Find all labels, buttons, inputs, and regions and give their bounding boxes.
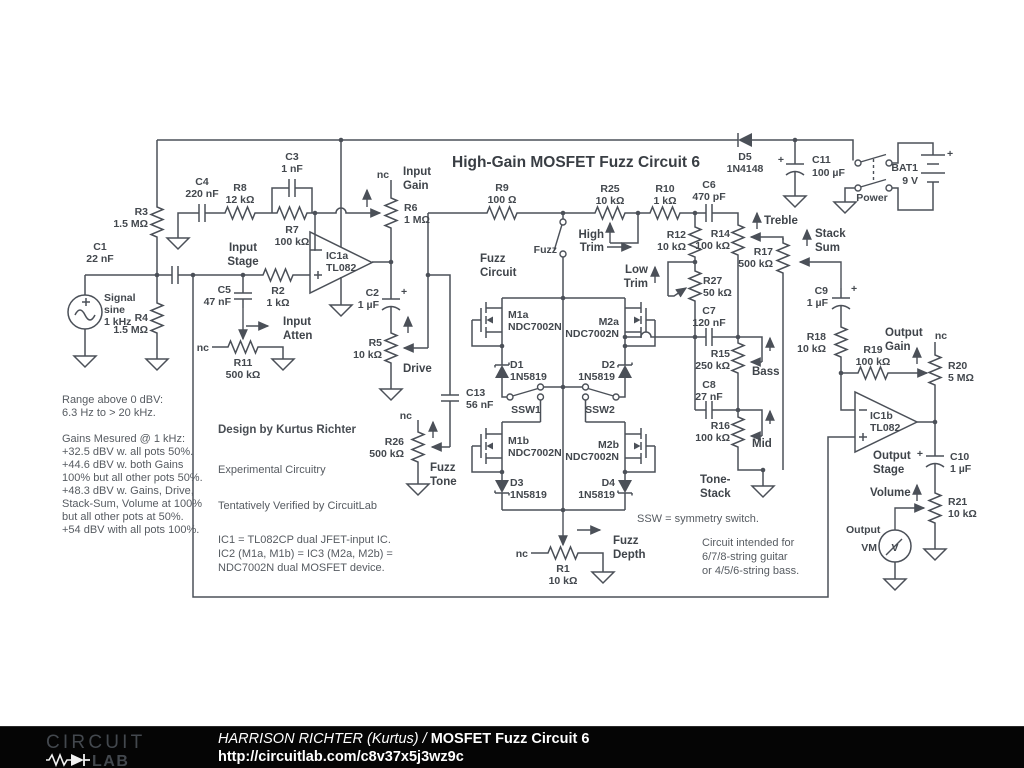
svg-text:1 MΩ: 1 MΩ	[404, 214, 430, 226]
svg-text:nc: nc	[376, 169, 390, 181]
svg-text:D3: D3	[510, 477, 524, 489]
resistor-r7[interactable]	[272, 207, 312, 248]
svg-text:1 µF: 1 µF	[950, 463, 972, 475]
svg-text:1N5819: 1N5819	[578, 489, 615, 501]
svg-text:VM: VM	[861, 542, 877, 554]
r14-wiper	[751, 237, 783, 240]
footer-url: http://circuitlab.com/c8v37x5j3wz9c	[218, 749, 464, 765]
circuitlab-logo	[44, 730, 184, 768]
footer-circuit-title: MOSFET Fuzz Circuit 6	[430, 731, 590, 747]
stack-sum-label: Stack	[815, 228, 846, 240]
svg-text:R15: R15	[710, 348, 730, 360]
ssw-note: SSW = symmetry switch.	[637, 513, 759, 525]
svg-text:1 kΩ: 1 kΩ	[653, 195, 677, 207]
potentiometer-r5[interactable]	[353, 328, 397, 368]
svg-text:D5: D5	[738, 151, 752, 163]
r21-wiper	[895, 508, 924, 530]
svg-text:Tone: Tone	[430, 476, 457, 488]
svg-text:nc: nc	[399, 410, 412, 422]
svg-text:9 V: 9 V	[902, 175, 918, 187]
svg-text:R25: R25	[600, 183, 620, 195]
bass-label: Bass	[752, 366, 780, 378]
footer-title-line: HARRISON RICHTER (Kurtus) / MOSFET Fuzz Circuit 6	[218, 731, 590, 747]
svg-text:22 nF: 22 nF	[86, 253, 114, 265]
r27-wiper	[668, 288, 686, 296]
capacitor-c2[interactable]	[358, 286, 407, 317]
opamp-ic1b[interactable]	[855, 392, 917, 452]
svg-text:1 kΩ: 1 kΩ	[266, 297, 290, 309]
resistor-r10[interactable]	[645, 183, 685, 219]
svg-text:R27: R27	[703, 275, 723, 287]
svg-text:100 kΩ: 100 kΩ	[695, 432, 730, 444]
svg-text:Sum: Sum	[815, 242, 840, 254]
output-stage-label: Output	[873, 450, 911, 462]
output-gain-label: Output	[885, 327, 923, 339]
svg-text:12 kΩ: 12 kΩ	[225, 194, 255, 206]
svg-text:R12: R12	[666, 229, 686, 241]
volume-label: Volume	[870, 487, 911, 499]
svg-text:Trim: Trim	[623, 278, 648, 290]
ground-icon	[146, 353, 168, 370]
svg-text:Gains Mesured @ 1 kHz:: Gains Mesured @ 1 kHz:	[62, 433, 186, 445]
svg-text:Stack-Sum, Volume at 100%: Stack-Sum, Volume at 100%	[62, 498, 203, 510]
ground-icon	[752, 480, 774, 497]
svg-text:500 kΩ: 500 kΩ	[369, 448, 404, 460]
capacitor-c11[interactable]	[778, 154, 846, 182]
resistor-r9[interactable]	[482, 182, 522, 219]
svg-text:500 kΩ: 500 kΩ	[738, 258, 773, 270]
design-credit: Design by Kurtus Richter	[218, 424, 357, 436]
svg-text:NDC7002N dual MOSFET device.: NDC7002N dual MOSFET device.	[218, 562, 385, 574]
footer-text	[218, 730, 589, 766]
svg-text:TL082: TL082	[326, 262, 357, 274]
svg-text:+: +	[916, 448, 923, 460]
potentiometer-r1[interactable]	[516, 547, 583, 587]
capacitor-c4[interactable]	[185, 176, 219, 222]
svg-text:D1: D1	[510, 359, 524, 371]
battery-bat1[interactable]	[891, 148, 953, 187]
svg-text:R5: R5	[368, 337, 382, 349]
potentiometer-r16[interactable]	[695, 412, 744, 452]
svg-text:C10: C10	[950, 451, 970, 463]
svg-text:1N4148: 1N4148	[726, 163, 764, 175]
capacitor-c13[interactable]	[441, 386, 494, 411]
mosfet-m1b[interactable]	[472, 428, 562, 472]
svg-text:+44.6 dBV w. both Gains: +44.6 dBV w. both Gains	[62, 459, 184, 471]
potentiometer-r25[interactable]	[590, 183, 630, 219]
svg-text:+54 dBV with all pots 100%.: +54 dBV with all pots 100%.	[62, 524, 200, 536]
ground-icon	[924, 543, 946, 560]
input-atten-label: Input	[283, 316, 312, 328]
svg-text:R4: R4	[134, 312, 148, 324]
svg-text:R21: R21	[948, 496, 968, 508]
low-trim-label: Low	[625, 264, 648, 276]
treble-label: Treble	[764, 215, 798, 227]
svg-text:R16: R16	[710, 420, 730, 432]
svg-text:nc: nc	[934, 330, 948, 342]
svg-text:Output: Output	[846, 524, 881, 536]
ground-icon	[834, 196, 856, 213]
svg-text:10 kΩ: 10 kΩ	[657, 241, 686, 253]
svg-text:100 kΩ: 100 kΩ	[695, 240, 730, 252]
svg-text:R8: R8	[233, 182, 247, 194]
potentiometer-r20[interactable]	[929, 330, 974, 390]
svg-text:Tentatively Verified by Circui: Tentatively Verified by CircuitLab	[218, 500, 377, 512]
resistor-r8[interactable]	[220, 182, 260, 219]
svg-text:C11: C11	[812, 154, 831, 166]
tone-stack-label: Tone-	[700, 474, 731, 486]
input-stage-label: Input	[228, 242, 258, 254]
potentiometer-r17[interactable]	[738, 238, 789, 278]
svg-text:Power: Power	[856, 192, 888, 204]
svg-text:NDC7002N: NDC7002N	[565, 451, 619, 463]
svg-text:10 kΩ: 10 kΩ	[948, 508, 977, 520]
svg-text:nc: nc	[515, 548, 528, 560]
schematic-title: High-Gain MOSFET Fuzz Circuit 6	[452, 154, 700, 171]
svg-text:220 nF: 220 nF	[185, 188, 219, 200]
svg-text:1N5819: 1N5819	[510, 371, 547, 383]
potentiometer-r6[interactable]	[377, 169, 430, 233]
diode-d1[interactable]	[495, 358, 547, 384]
svg-text:R17: R17	[753, 246, 773, 258]
potentiometer-r27[interactable]	[689, 266, 732, 306]
svg-text:IC1 = TL082CP dual JFET-input: IC1 = TL082CP dual JFET-input IC.	[218, 534, 391, 546]
svg-text:TL082: TL082	[870, 422, 901, 434]
capacitor-c5[interactable]	[204, 284, 252, 308]
svg-text:Depth: Depth	[613, 549, 646, 561]
switch-ssw2[interactable]	[583, 384, 620, 416]
svg-text:Gain: Gain	[885, 341, 911, 353]
ground-icon	[784, 190, 806, 207]
power-switch[interactable]	[855, 155, 892, 205]
switch-ssw1[interactable]	[507, 384, 544, 416]
svg-text:C2: C2	[365, 287, 379, 299]
svg-text:R18: R18	[806, 331, 826, 343]
notes-left	[62, 394, 203, 536]
svg-text:+: +	[401, 286, 408, 298]
potentiometer-r11[interactable]	[197, 341, 263, 381]
svg-text:NDC7002N: NDC7002N	[508, 321, 562, 333]
svg-text:SSW2: SSW2	[585, 404, 615, 416]
svg-text:C3: C3	[285, 151, 299, 163]
svg-text:M1a: M1a	[508, 309, 529, 321]
svg-text:NDC7002N: NDC7002N	[508, 447, 562, 459]
svg-text:+32.5 dBV w. all pots 50%.: +32.5 dBV w. all pots 50%.	[62, 446, 194, 458]
fuzz-tone-label: Fuzz	[430, 462, 456, 474]
svg-text:R1: R1	[556, 563, 570, 575]
fuzz-circuit-label: Fuzz	[480, 253, 506, 265]
fuzz-depth-label: Fuzz	[613, 535, 639, 547]
voltmeter-vm[interactable]	[846, 524, 911, 562]
ground-icon	[330, 299, 352, 316]
svg-text:IC1b: IC1b	[870, 410, 893, 422]
svg-text:500 kΩ: 500 kΩ	[225, 369, 261, 381]
ground-icon	[592, 566, 614, 583]
capacitor-c1[interactable]	[86, 241, 187, 284]
svg-text:R11: R11	[233, 357, 253, 369]
svg-text:sine: sine	[104, 304, 126, 316]
diode-d4[interactable]	[578, 474, 632, 501]
svg-text:R14: R14	[710, 228, 730, 240]
svg-text:Circuit intended for: Circuit intended for	[702, 537, 795, 549]
ground-icon	[407, 478, 429, 495]
svg-text:V: V	[891, 542, 899, 554]
svg-text:+: +	[777, 154, 784, 166]
svg-text:R20: R20	[948, 360, 968, 372]
svg-text:100 kΩ: 100 kΩ	[855, 356, 891, 368]
mosfet-m2a[interactable]	[565, 302, 655, 346]
svg-text:C5: C5	[217, 284, 231, 296]
svg-text:1 nF: 1 nF	[281, 163, 303, 175]
footer-bar	[0, 726, 1024, 768]
high-trim-label: High	[578, 229, 604, 241]
svg-text:R26: R26	[384, 436, 404, 448]
svg-text:C1: C1	[93, 241, 107, 253]
svg-text:IC1a: IC1a	[326, 250, 349, 262]
svg-text:Stage: Stage	[227, 256, 259, 268]
svg-text:1.5 MΩ: 1.5 MΩ	[113, 218, 148, 230]
potentiometer-r21[interactable]	[929, 488, 977, 528]
svg-text:Atten: Atten	[283, 330, 313, 342]
svg-text:R19: R19	[863, 344, 883, 356]
svg-text:10 kΩ: 10 kΩ	[595, 195, 625, 207]
svg-text:10 kΩ: 10 kΩ	[548, 575, 578, 587]
notes-right	[637, 513, 799, 577]
svg-text:50 kΩ: 50 kΩ	[703, 287, 732, 299]
svg-text:but all other pots at 50%.: but all other pots at 50%.	[62, 511, 184, 523]
capacitor-c7[interactable]	[692, 305, 726, 346]
svg-text:56 nF: 56 nF	[466, 399, 494, 411]
logo-circuit-text: CIRCUIT	[46, 732, 146, 753]
svg-text:BAT1: BAT1	[891, 162, 918, 174]
svg-text:nc: nc	[196, 342, 209, 354]
mid-label: Mid	[752, 438, 772, 450]
capacitor-c10[interactable]	[917, 446, 972, 475]
logo-diode-icon	[46, 754, 90, 766]
svg-text:R2: R2	[271, 285, 285, 297]
resistor-r2[interactable]	[258, 269, 298, 309]
svg-text:6.3 Hz to > 20 kHz.: 6.3 Hz to > 20 kHz.	[62, 407, 156, 419]
svg-text:D2: D2	[601, 359, 615, 371]
diode-d3[interactable]	[495, 474, 547, 501]
svg-text:C4: C4	[195, 176, 209, 188]
ground-icon	[167, 232, 189, 249]
svg-text:+48.3 dBV w. Gains, Drive,: +48.3 dBV w. Gains, Drive,	[62, 485, 194, 497]
svg-text:Circuit: Circuit	[480, 267, 517, 279]
ground-icon	[380, 383, 402, 400]
svg-text:1N5819: 1N5819	[510, 489, 547, 501]
svg-text:1 kHz: 1 kHz	[104, 316, 132, 328]
svg-text:120 nF: 120 nF	[692, 317, 726, 329]
svg-text:+: +	[947, 148, 954, 160]
svg-text:1N5819: 1N5819	[578, 371, 615, 383]
input-gain-label: Input	[403, 166, 432, 178]
ground-icon	[884, 573, 906, 590]
svg-text:250 kΩ: 250 kΩ	[695, 360, 730, 372]
svg-text:Gain: Gain	[403, 180, 429, 192]
svg-text:R10: R10	[655, 183, 675, 195]
svg-text:NDC7002N: NDC7002N	[565, 328, 619, 340]
mosfet-m2b[interactable]	[565, 428, 655, 472]
direction-arrows	[246, 190, 917, 530]
plus-icon	[859, 433, 867, 441]
logo-lab-text: LAB	[92, 753, 130, 768]
svg-text:470 pF: 470 pF	[692, 191, 726, 203]
svg-text:M1b: M1b	[508, 435, 529, 447]
svg-text:M2a: M2a	[598, 316, 619, 328]
svg-text:R3: R3	[134, 206, 148, 218]
svg-text:100% but all other pots 50%.: 100% but all other pots 50%.	[62, 472, 203, 484]
svg-text:C6: C6	[702, 179, 716, 191]
capacitor-c9[interactable]	[807, 283, 857, 316]
svg-text:6/7/8-string guitar: 6/7/8-string guitar	[702, 551, 788, 563]
svg-text:Stage: Stage	[873, 464, 905, 476]
resistor-r3[interactable]	[113, 202, 163, 242]
capacitor-c6[interactable]	[692, 179, 726, 222]
diode-d2[interactable]	[578, 358, 632, 384]
svg-text:10 kΩ: 10 kΩ	[353, 349, 382, 361]
svg-text:Experimental Circuitry: Experimental Circuitry	[218, 464, 326, 476]
svg-text:27 nF: 27 nF	[695, 391, 723, 403]
svg-text:Trim: Trim	[579, 242, 604, 254]
svg-text:Fuzz: Fuzz	[533, 244, 557, 256]
svg-text:C9: C9	[814, 285, 828, 297]
svg-text:1 µF: 1 µF	[806, 297, 828, 309]
svg-text:100 kΩ: 100 kΩ	[274, 236, 310, 248]
svg-text:C13: C13	[466, 387, 486, 399]
capacitor-c3[interactable]	[280, 151, 304, 197]
potentiometer-r26[interactable]	[369, 410, 424, 467]
capacitor-c8[interactable]	[695, 379, 723, 419]
fuzz-switch[interactable]	[534, 219, 566, 257]
wire-drive-riser	[418, 213, 450, 478]
svg-text:R6: R6	[404, 202, 418, 214]
sine-icon	[75, 310, 95, 320]
svg-text:100 Ω: 100 Ω	[487, 194, 517, 206]
mosfet-m1a[interactable]	[472, 302, 562, 346]
svg-text:M2b: M2b	[598, 439, 619, 451]
potentiometer-r14[interactable]	[695, 220, 744, 260]
footer-owner: HARRISON RICHTER (Kurtus)	[218, 731, 419, 747]
resistor-r18[interactable]	[797, 322, 847, 362]
potentiometer-r15[interactable]	[695, 338, 744, 378]
svg-text:5 MΩ: 5 MΩ	[948, 372, 974, 384]
svg-text:R9: R9	[495, 182, 509, 194]
svg-text:C7: C7	[702, 305, 716, 317]
ground-icon	[272, 353, 294, 370]
svg-text:100 µF: 100 µF	[812, 167, 845, 179]
svg-text:Stack: Stack	[700, 488, 731, 500]
ground-icon	[74, 350, 96, 367]
svg-text:47 nF: 47 nF	[203, 296, 231, 308]
svg-text:1 µF: 1 µF	[357, 299, 379, 311]
notes-center	[218, 424, 393, 574]
svg-text:+: +	[851, 283, 858, 295]
signal-label: Signal	[104, 292, 136, 304]
svg-text:or 4/5/6-string bass.: or 4/5/6-string bass.	[702, 565, 800, 577]
svg-text:D4: D4	[601, 477, 615, 489]
svg-text:R7: R7	[285, 224, 299, 236]
drive-label: Drive	[403, 363, 432, 375]
svg-text:10 kΩ: 10 kΩ	[797, 343, 826, 355]
svg-text:IC2 (M1a, M1b) = IC3 (M2a, M2b: IC2 (M1a, M1b) = IC3 (M2a, M2b) =	[218, 548, 393, 560]
svg-text:1.5 MΩ: 1.5 MΩ	[113, 324, 148, 336]
svg-text:Range above 0 dBV:: Range above 0 dBV:	[62, 394, 164, 406]
svg-text:SSW1: SSW1	[511, 404, 541, 416]
plus-icon	[314, 271, 322, 279]
svg-text:C8: C8	[702, 379, 716, 391]
